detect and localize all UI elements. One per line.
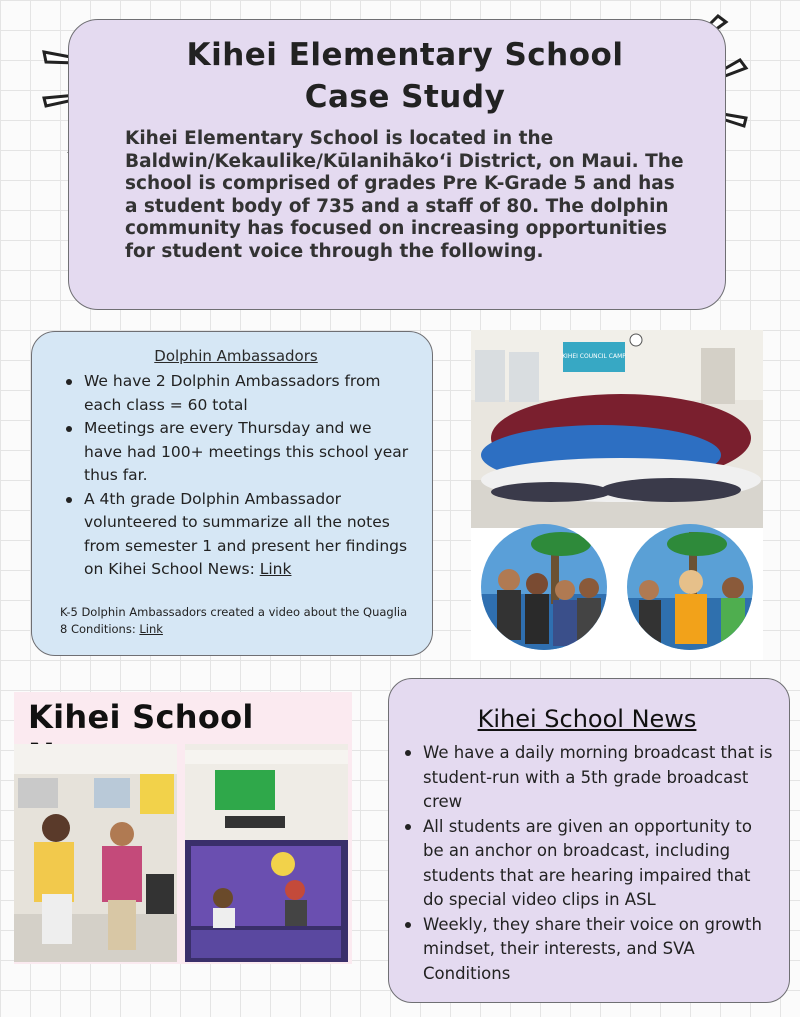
ambassadors-heading: Dolphin Ambassadors [154, 347, 318, 365]
news-link[interactable]: Link [259, 560, 292, 578]
ambassadors-list [60, 370, 412, 582]
list-item: Meetings are every Thursday and we have had 100+ meetings this school year thus far. [60, 417, 412, 488]
school-news-card [388, 678, 790, 1003]
news-list [399, 741, 775, 986]
list-item: A 4th grade Dolphin Ambassador volunteered to summarize all the notes from semester 1 and present her findings on Kihei School News: Link [60, 488, 412, 582]
dolphin-ambassadors-card [31, 331, 433, 656]
video-link[interactable]: Link [139, 621, 163, 636]
list-item: Weekly, they share their voice on growth mindset, their interests, and SVA Conditions [399, 913, 775, 987]
school-news-collage [14, 692, 352, 964]
photo-collage [471, 330, 763, 660]
ambassadors-video-note: K-5 Dolphin Ambassadors created a video about the Quaglia 8 Conditions: Link [60, 604, 408, 636]
intro-card [68, 19, 726, 310]
group-photo [471, 330, 763, 528]
list-item: We have a daily morning broadcast that is student-run with a 5th grade broadcast crew [399, 741, 775, 815]
students-photo-circle-1 [481, 524, 607, 650]
news-collage-title: Kihei School [28, 698, 254, 736]
broadcast-photo-left [14, 744, 177, 962]
broadcast-photo-right [185, 744, 348, 962]
intro-paragraph: Kihei Elementary School is located in the Baldwin/Kekaulike/Kūlanihāko‘i District, on Maui. The school is comprised of grades Pre K-Grade 5 and has a student body of 735 and a staff of 80. The dolphin community has focused on increasing opportunities for student voice through the following. [125, 128, 684, 262]
list-item: We have 2 Dolphin Ambassadors from each class = 60 total [60, 370, 412, 417]
banner-text: KIHEI COUNCIL CAMP [562, 353, 626, 360]
news-heading: Kihei School News [477, 705, 697, 733]
list-item: All students are given an opportunity to be an anchor on broadcast, including students that are hearing impaired that do special video clips in ASL [399, 815, 775, 913]
page-title: Kihei Elementary School Case Study [186, 37, 624, 115]
students-photo-circle-2 [627, 524, 753, 650]
